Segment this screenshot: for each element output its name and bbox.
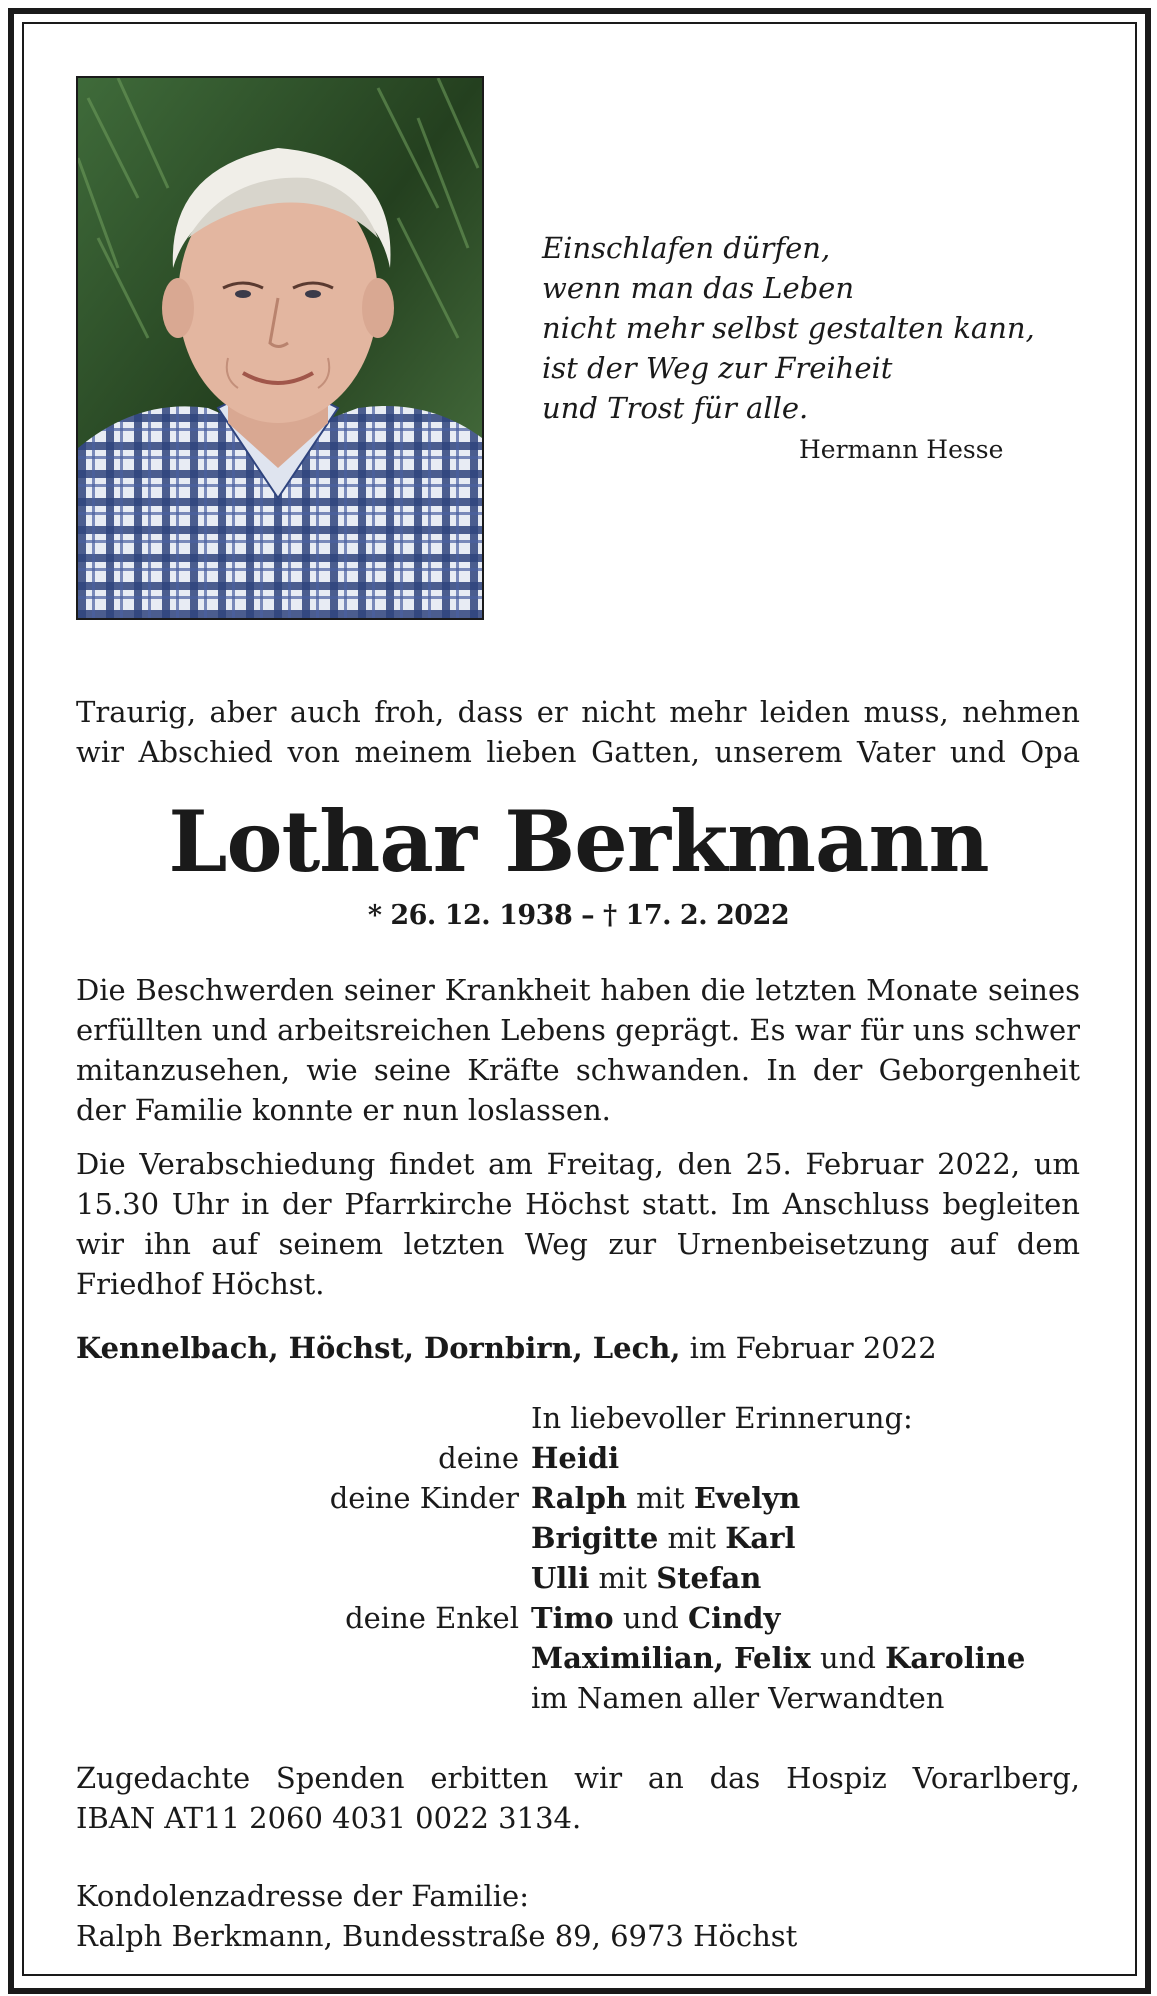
- partner-name: Evelyn: [693, 1481, 801, 1515]
- paragraph-line: der Familie konnte er nun loslassen.: [76, 1093, 611, 1127]
- wife-name: Heidi: [531, 1441, 620, 1475]
- poem-line: wenn man das Leben: [542, 271, 855, 305]
- partner-name: Karl: [725, 1521, 796, 1555]
- connector: und: [613, 1601, 688, 1635]
- connector: und: [810, 1641, 886, 1675]
- relatives-note: im Namen aller Verwandten: [531, 1681, 945, 1715]
- family-heading: In liebevoller Erinnerung:: [531, 1401, 913, 1435]
- family-list: [76, 1398, 1080, 1718]
- month-year: im Februar 2022: [680, 1331, 937, 1365]
- life-dates: * 26. 12. 1938 – † 17. 2. 2022: [367, 900, 790, 931]
- role-wife: deine: [438, 1441, 519, 1475]
- paragraph-illness: [76, 970, 1080, 1130]
- grandchild-names: Maximilian, Felix: [531, 1641, 811, 1675]
- paragraph-line: Die Beschwerden seiner Krankheit haben die letzten Monate seines: [76, 973, 1080, 1007]
- connector: mit: [626, 1481, 694, 1515]
- paragraph-line: mitanzusehen, wie seine Kräfte schwanden. In der Geborgenheit: [76, 1053, 1080, 1087]
- paragraph-line: 15.30 Uhr in der Pfarrkirche Höchst statt. Im Anschluss begleiten: [76, 1187, 1080, 1221]
- paragraph-line: Die Verabschiedung findet am Freitag, den 25. Februar 2022, um: [76, 1147, 1080, 1181]
- portrait-illustration: [78, 78, 482, 618]
- grandchild-name: Karoline: [885, 1641, 1026, 1675]
- child-name: Ulli: [531, 1561, 590, 1595]
- intro-line: wir Abschied von meinem lieben Gatten, unserem Vater und Opa: [76, 735, 1080, 769]
- places: Kennelbach, Höchst, Dornbirn, Lech,: [76, 1331, 681, 1365]
- condolence-address: [76, 1876, 1080, 1956]
- portrait-photo: [76, 76, 484, 620]
- poem: [542, 228, 1062, 428]
- connector: mit: [658, 1521, 726, 1555]
- role-grandchildren: deine Enkel: [345, 1601, 519, 1635]
- child-name: Brigitte: [531, 1521, 659, 1555]
- grandchild-name: Cindy: [687, 1601, 781, 1635]
- condolence-address-line: Ralph Berkmann, Bundesstraße 89, 6973 Höchst: [76, 1919, 798, 1953]
- paragraph-line: wir ihn auf seinem letzten Weg zur Urnenbeisetzung auf dem: [76, 1227, 1080, 1261]
- poem-line: ist der Weg zur Freiheit: [542, 351, 893, 385]
- poem-line: nicht mehr selbst gestalten kann,: [542, 311, 1035, 345]
- condolence-heading: Kondolenzadresse der Familie:: [76, 1879, 529, 1913]
- donation-line: Zugedachte Spenden erbitten wir an das Hospiz Vorarlberg,: [76, 1761, 1080, 1795]
- intro-text: [76, 692, 1080, 772]
- poem-author: Hermann Hesse: [799, 435, 1004, 464]
- paragraph-funeral: [76, 1144, 1080, 1304]
- paragraph-line: erfüllten und arbeitsreichen Lebens geprägt. Es war für uns schwer: [76, 1013, 1080, 1047]
- grandchild-name: Timo: [531, 1601, 614, 1635]
- poem-line: Einschlafen dürfen,: [542, 231, 831, 265]
- donations: [76, 1758, 1080, 1838]
- connector: mit: [589, 1561, 657, 1595]
- poem-line: und Trost für alle.: [542, 391, 809, 425]
- iban: IBAN AT11 2060 4031 0022 3134.: [76, 1801, 582, 1835]
- intro-line: Traurig, aber auch froh, dass er nicht mehr leiden muss, nehmen: [76, 695, 1080, 729]
- role-children: deine Kinder: [329, 1481, 519, 1515]
- deceased-name: Lothar Berkmann: [168, 792, 989, 891]
- paragraph-line: Friedhof Höchst.: [76, 1267, 325, 1301]
- partner-name: Stefan: [656, 1561, 762, 1595]
- child-name: Ralph: [531, 1481, 627, 1515]
- places-date: [76, 1328, 1080, 1368]
